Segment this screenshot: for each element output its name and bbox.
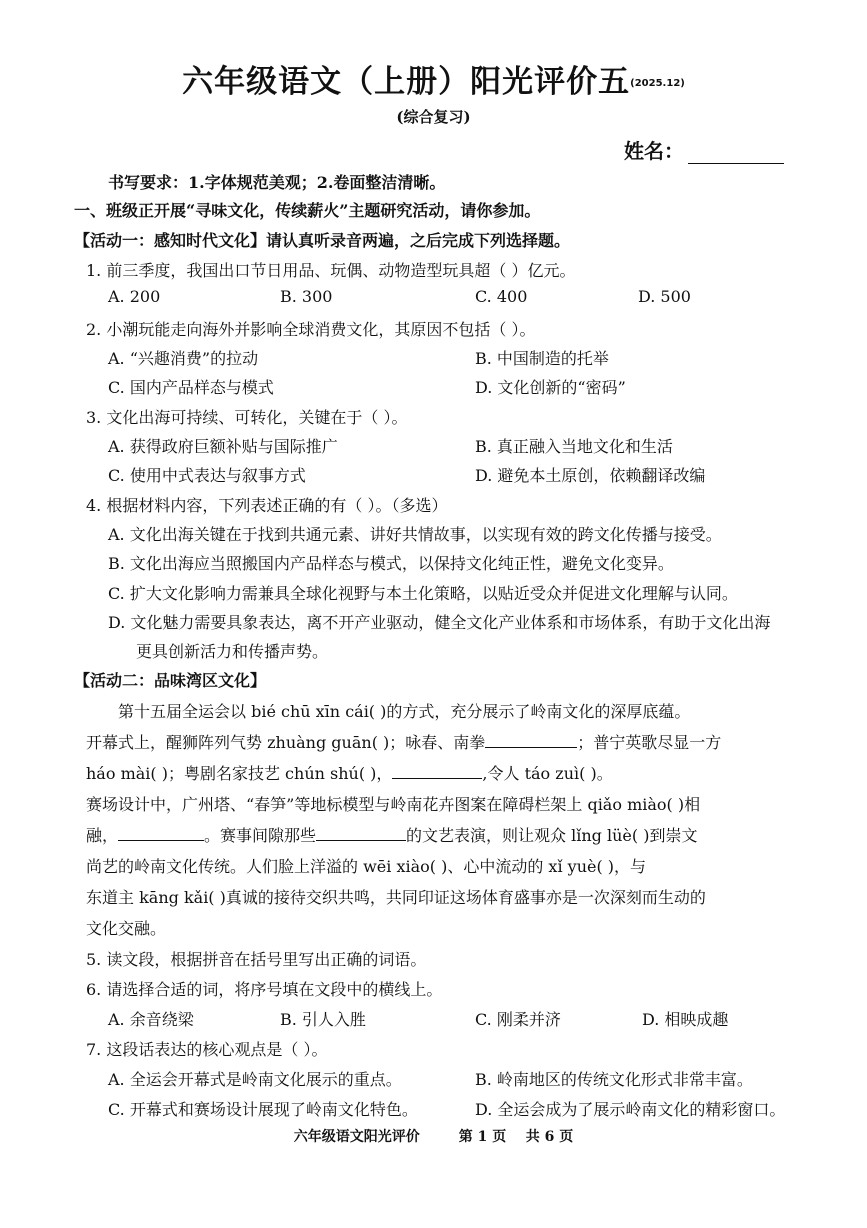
title-date: (2025.12) xyxy=(630,78,685,89)
passage-line-2a: 开幕式上，醒狮阵列气势 zhuàng guān( )；咏春、南拳 xyxy=(86,733,486,752)
q7-option-a[interactable]: A. 全运会开幕式是岭南文化展示的重点。 xyxy=(108,1070,402,1089)
activity2-heading: 【活动二：品味湾区文化】 xyxy=(74,671,267,690)
name-blank-line[interactable] xyxy=(688,145,784,164)
name-field[interactable] xyxy=(624,135,784,164)
passage-line-5 xyxy=(86,823,697,846)
q6-option-b[interactable]: B. 引人入胜 xyxy=(280,1010,366,1029)
footer-total: 共 6 页 xyxy=(525,1129,574,1145)
q1-option-b[interactable]: B. 300 xyxy=(280,287,333,306)
q2-option-d[interactable]: D. 文化创新的“密码” xyxy=(475,378,626,397)
passage-line-6: 尚艺的岭南文化传统。人们脸上洋溢的 wēi xiào( )、心中流动的 xǐ yuè( )，与 xyxy=(86,857,647,876)
q7-stem: 7. 这段话表达的核心观点是（ ）。 xyxy=(86,1040,328,1059)
passage-line-3a: háo mài( )；粤剧名家技艺 chún shú( )， xyxy=(86,764,393,783)
q4-option-a[interactable]: A. 文化出海关键在于找到共通元素、讲好共情故事，以实现有效的跨文化传播与接受。 xyxy=(108,525,722,544)
q4-option-d[interactable]: D. 文化魅力需要具象表达，离不开产业驱动，健全文化产业体系和市场体系，有助于文化出海 xyxy=(108,613,771,632)
passage-line-5c: 的文艺表演，则让观众 lǐng lüè( )到崇文 xyxy=(406,826,698,845)
passage-line-2 xyxy=(86,730,721,753)
q3-stem: 3. 文化出海可持续、可转化，关键在于（ ）。 xyxy=(86,408,408,427)
q2-option-c[interactable]: C. 国内产品样态与模式 xyxy=(108,378,274,397)
q1-stem: 1. 前三季度，我国出口节日用品、玩偶、动物造型玩具超（ ）亿元。 xyxy=(86,261,576,280)
blank-1[interactable] xyxy=(485,733,577,748)
q3-option-c[interactable]: C. 使用中式表达与叙事方式 xyxy=(108,466,306,485)
q2-stem: 2. 小潮玩能走向海外并影响全球消费文化，其原因不包括（ ）。 xyxy=(86,320,536,339)
q5-stem: 5. 读文段，根据拼音在括号里写出正确的词语。 xyxy=(86,950,427,969)
passage-line-2b: ；普宁英歌尽显一方 xyxy=(577,733,722,752)
name-label: 姓名： xyxy=(624,139,684,163)
q1-option-c[interactable]: C. 400 xyxy=(475,287,528,306)
activity1-heading: 【活动一：感知时代文化】请认真听录音两遍，之后完成下列选择题。 xyxy=(74,231,571,250)
q6-stem: 6. 请选择合适的词，将序号填在文段中的横线上。 xyxy=(86,980,443,999)
q1-option-a[interactable]: A. 200 xyxy=(108,287,161,306)
footer-page: 第 1 页 xyxy=(458,1129,507,1145)
q1-option-d[interactable]: D. 500 xyxy=(638,287,691,306)
q3-option-b[interactable]: B. 真正融入当地文化和生活 xyxy=(475,437,673,456)
passage-line-5a: 融， xyxy=(86,826,119,845)
q7-option-b[interactable]: B. 岭南地区的传统文化形式非常丰富。 xyxy=(475,1070,753,1089)
passage-line-1: 第十五届全运会以 bié chū xīn cái( )的方式，充分展示了岭南文化的深厚底蕴。 xyxy=(118,702,691,721)
page-title xyxy=(0,56,867,101)
section-heading: 一、班级正开展“寻味文化，传续薪火”主题研究活动，请你参加。 xyxy=(74,201,541,220)
footer-label: 六年级语文阳光评价 xyxy=(293,1129,420,1145)
q4-option-c[interactable]: C. 扩大文化影响力需兼具全球化视野与本土化策略，以贴近受众并促进文化理解与认同。 xyxy=(108,584,738,603)
passage-line-3 xyxy=(86,761,613,784)
passage-line-7: 东道主 kāng kǎi( )真诚的接待交织共鸣，共同印证这场体育盛事亦是一次深刻而生动的 xyxy=(86,888,706,907)
passage-line-3b: ,令人 táo zuì( )。 xyxy=(482,764,613,783)
q2-option-a[interactable]: A. “兴趣消费”的拉动 xyxy=(108,349,259,368)
passage-line-5b: 。赛事间隙那些 xyxy=(204,826,317,845)
q3-option-a[interactable]: A. 获得政府巨额补贴与国际推广 xyxy=(108,437,338,456)
q6-option-d[interactable]: D. 相映成趣 xyxy=(642,1010,729,1029)
title-text: 六年级语文（上册）阳光评价五 xyxy=(182,64,631,100)
passage-line-4: 赛场设计中，广州塔、“春笋”等地标模型与岭南花卉图案在障碍栏架上 qiǎo miào( )相 xyxy=(86,795,701,814)
q7-option-d[interactable]: D. 全运会成为了展示岭南文化的精彩窗口。 xyxy=(475,1100,786,1119)
blank-4[interactable] xyxy=(316,826,406,841)
q2-option-b[interactable]: B. 中国制造的托举 xyxy=(475,349,609,368)
q4-stem: 4. 根据材料内容，下列表述正确的有（ ）。（多选） xyxy=(86,496,448,515)
page-footer xyxy=(0,1126,867,1146)
subtitle: (综合复习) xyxy=(396,108,471,126)
writing-requirement: 书写要求：1.字体规范美观；2.卷面整洁清晰。 xyxy=(108,173,446,192)
blank-2[interactable] xyxy=(392,764,482,779)
blank-3[interactable] xyxy=(118,826,204,841)
q3-option-d[interactable]: D. 避免本土原创，依赖翻译改编 xyxy=(475,466,706,485)
q4-option-b[interactable]: B. 文化出海应当照搬国内产品样态与模式，以保持文化纯正性，避免文化变异。 xyxy=(108,554,674,573)
q7-option-c[interactable]: C. 开幕式和赛场设计展现了岭南文化特色。 xyxy=(108,1100,418,1119)
q4-option-d-cont: 更具创新活力和传播声势。 xyxy=(136,642,329,661)
q6-option-c[interactable]: C. 刚柔并济 xyxy=(475,1010,561,1029)
passage-line-8: 文化交融。 xyxy=(86,919,167,938)
q6-option-a[interactable]: A. 余音绕梁 xyxy=(108,1010,194,1029)
